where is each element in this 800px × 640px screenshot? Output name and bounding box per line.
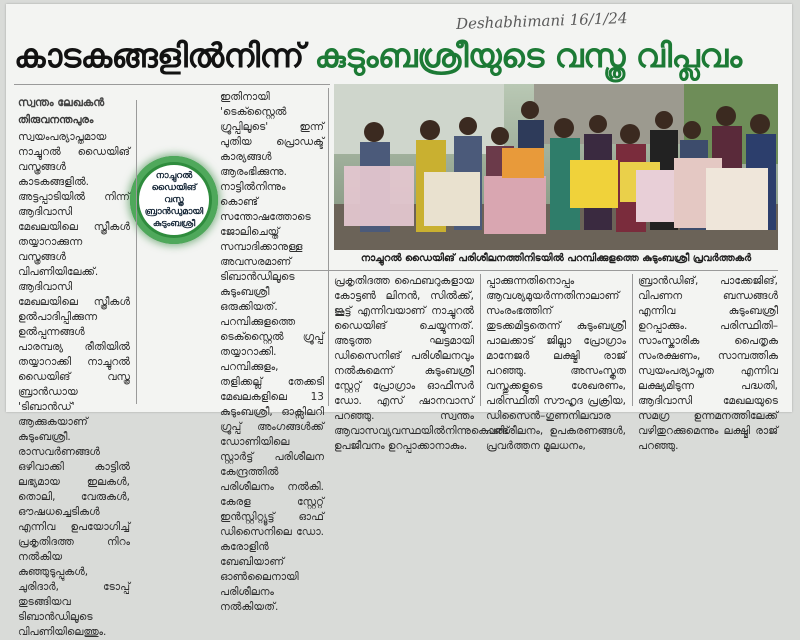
article-column-2b (220, 274, 324, 406)
headline-part2: കുടുംബശ്രീയുടെ വസ്ത്ര വിപ്ലവം (314, 36, 742, 75)
headline (14, 34, 784, 78)
headline-part1: കാടകങ്ങളിൽനിന്ന് (14, 36, 304, 75)
article-column-3: പ്രകൃതിദത്ത ഫൈബറുകളായ കോട്ടൺ ലിനൻ, സിൽക്ക്, ജൂട്ട് എന്നിവയാണ് നാച്ചുറൽ ഡൈയിങ് ചെയ്യുന്നത്. അടുത്ത ഘട്ടമായി ഡിസൈനിങ് പരിശീലനവും നൽകുമെന്ന് കുടുംബശ്രീ സ്റ്റേറ്റ് പ്രോഗ്രാം ഓഫീസർ ഡോ. എസ് ഷാനവാസ് പറഞ്ഞു. സ്വന്തം ആവാസവ്യവസ്ഥയിൽനിന്നുകൊണ്ട് ഉപജീവനം ഉറപ്പാക്കാനാകും. (334, 275, 509, 452)
caption-rule (228, 270, 778, 271)
byline: സ്വന്തം ലേഖകൻ (18, 96, 105, 109)
dateline: തിരുവനന്തപുരം (18, 114, 94, 126)
photo-caption: നാച്ചുറൽ ഡൈയിങ് പരിശീലനത്തിനിടയിൽ പറമ്പിക്കുളത്തെ കുടുംബശ്രീ പ്രവർത്തകർ (334, 250, 778, 268)
photo-illustration (334, 84, 778, 250)
group-photo (334, 84, 778, 250)
pullquote-text: നാച്ചുറൽ ഡൈയിങ് വസ്ത്ര ബ്രാൻഡുമായി കുടുംബശ്രീ (139, 165, 209, 235)
newspaper-clipping (6, 4, 792, 638)
column-divider-1 (136, 100, 137, 404)
headline-rule (14, 84, 330, 85)
column-divider-4 (632, 274, 633, 406)
column-divider-3 (480, 274, 481, 406)
handwritten-note: Deshabhimani 16/1/24 (455, 9, 628, 33)
article-column-1: സ്വയംപര്യാപ്തമായ നാച്ചുറൽ ഡൈയിങ് വസ്ത്രങ്ങൾ കാടകങ്ങളിൽ. അട്ടപ്പാടിയിൽ നിന്ന് ആദിവാസി മേഖലയിലെ സ്ത്രീകൾ തയ്യാറാക്കുന്ന വസ്ത്രങ്ങൾ വിപണിയിലേക്ക്. ആദിവാസി മേഖലയിലെ സ്ത്രീകൾ ഉൽപാദിപ്പിക്കുന്ന ഉൽപ്പന്നങ്ങൾ പാരമ്പര്യ രീതിയിൽ തയ്യാറാക്കി നാച്ചുറൽ ഡൈയിങ് വസ്ത്ര ബ്രാൻഡായ 'ടിബാൻഡ്' ആക്കുകയാണ് കുടുംബശ്രീ. രാസവർണങ്ങൾ ഒഴിവാക്കി കാട്ടിൽ ലഭ്യമായ ഇലകൾ, തൊലി, വേരുകൾ, ഔഷധച്ചെടികൾ എന്നിവ ഉപയോഗിച്ച് പ്രകൃതിദത്ത നിറം നൽകിയ കുഞ്ഞുടുപ്പുകൾ, ചുരിദാർ, ടോപ്പ് തുടങ്ങിയവ ടിബാൻഡിലൂടെ വിപണിയിലെത്തും. (18, 131, 130, 638)
article-column-2a: ഇതിനായി 'ടെക്സ്റ്റൈൽ ഗ്രൂപ്പിലൂടെ' ഇന്ന് പുതിയ പ്രൊഡക്ട് കാര്യങ്ങൾ ആരംഭിക്കുന്നു. നാട്ടിൽനിന്നും കൊണ്ട് സന്തോഷത്തോടെ ജോലിചെയ്ത് സമ്പാദിക്കാനുള്ള അവസരമാണ് ടിബാൻഡിലൂടെ കുടുംബശ്രീ ഒരുക്കിയത്. പറമ്പിക്കുളത്തെ ടെക്സ്റ്റൈൽ ഗ്രൂപ്പ് തയ്യാറാക്കി. പറമ്പിക്കുളം, തളിക്കല്ല് തേക്കടി മേഖലകളിലെ 13 കുടുംബശ്രീ, ഓക്സിലറി ഗ്രൂപ്പ് അംഗങ്ങൾക്ക് ഡോണിയിലെ സ്റ്റാർട്ട് പരിശീലന കേന്ദ്രത്തിൽ പരിശീലനം നൽകി. കേരള സ്റ്റേറ്റ് ഇൻസ്റ്റിറ്റ്യൂട്ട് ഓഫ് ഡിസൈനിലെ ഡോ. കരോളിൻ ബേബിയാണ് ഓൺലൈനായി പരിശീലനം നൽകിയത്. (220, 91, 324, 613)
article-column-5: ബ്രാൻഡിങ്, പാക്കേജിങ്, വിപണന ബന്ധങ്ങൾ എന്നിവ കുടുംബശ്രീ ഉറപ്പാക്കും. പരിസ്ഥിതി–സാംസ്കാരിക പൈതൃക സംരക്ഷണം, സാമ്പത്തിക സ്വയംപര്യാപ്തത എന്നിവ ലക്ഷ്യമിടുന്ന പദ്ധതി, ആദിവാസി മേഖലയുടെ സമഗ്ര ഉന്നമനത്തിലേക്ക് വഴിതുറക്കുമെന്നും ലക്ഷ്മി രാജ് പറഞ്ഞു. (638, 275, 778, 452)
article-column-4: പ്പാക്കുന്നതിനൊപ്പം ആവശ്യമുയർന്നതിനാലാണ് സംരംഭത്തിന് തുടക്കമിട്ടതെന്ന് കുടുംബശ്രീ പാലക്കാട് ജില്ലാ പ്രോഗ്രാം മാനേജർ ലക്ഷ്മി രാജ് പറഞ്ഞു. അസംസ്കൃത വസ്തുക്കളുടെ ശേഖരണം, പരിസ്ഥിതി സൗഹൃദ പ്രക്രിയ, ഡിസൈൻ–ഗുണനിലവാര പരിശീലനം, ഉപകരണങ്ങൾ, പ്രവർത്തന മൂലധനം, (486, 275, 626, 452)
pullquote-badge-icon (130, 156, 218, 244)
column-divider-2 (328, 88, 329, 406)
